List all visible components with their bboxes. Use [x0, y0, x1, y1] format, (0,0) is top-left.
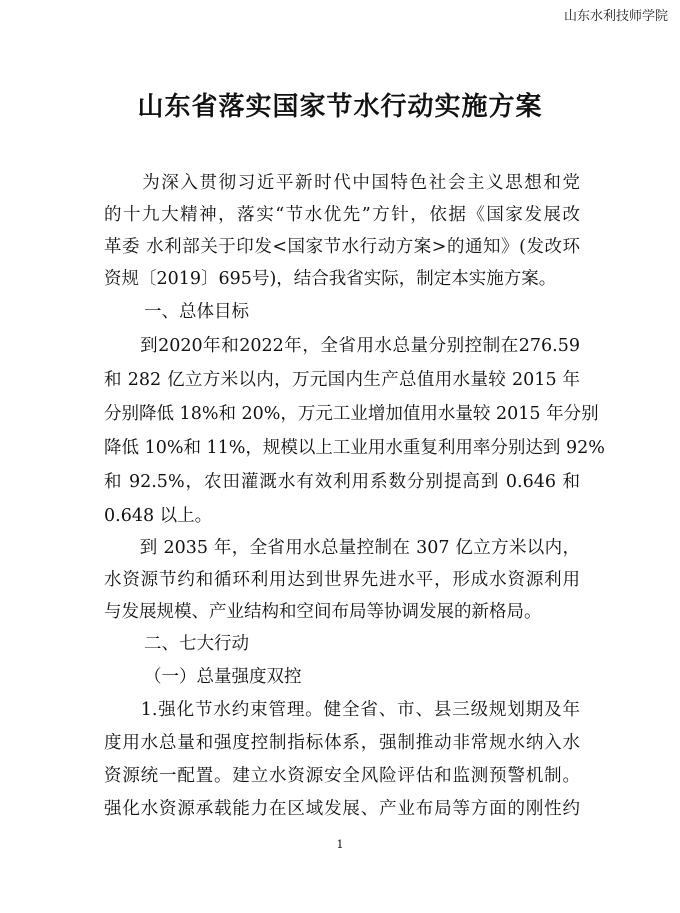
paragraph-line: 到2020年和2022年，全省用水总量分别控制在276.59 [104, 336, 580, 356]
paragraph-line: 1.强化节水约束管理。健全省、市、县三级规划期及年 [104, 700, 580, 720]
header-org-name: 山东水利技师学院 [563, 9, 668, 24]
paragraph-line: 度用水总量和强度控制指标体系，强制推动非常规水纳入水 [104, 733, 580, 753]
paragraph-line: 到 2035 年，全省用水总量控制在 307 亿立方米以内， [104, 538, 580, 558]
section-heading-goals: 一、总体目标 [144, 302, 249, 322]
paragraph-line: 0.648 以上。 [104, 506, 213, 526]
paragraph-line: 降低 10%和 11%，规模以上工业用水重复利用率分别达到 92% [104, 438, 605, 458]
paragraph-line: 革委 水利部关于印发<国家节水行动方案>的通知》(发改环 [104, 237, 580, 257]
paragraph-line: 水资源节约和循环利用达到世界先进水平，形成水资源利用 [104, 570, 580, 590]
section-heading-actions: 二、七大行动 [144, 634, 249, 654]
paragraph-line: 分别降低 18%和 20%，万元工业增加值用水量较 2015 年分别 [104, 404, 599, 424]
paragraph-line: 为深入贯彻习近平新时代中国特色社会主义思想和党 [104, 173, 580, 193]
page-number: 1 [336, 838, 344, 851]
paragraph-line: 资源统一配置。建立水资源安全风险评估和监测预警机制。 [104, 766, 580, 786]
document-title: 山东省落实国家节水行动实施方案 [137, 92, 543, 122]
paragraph-line: 的十九大精神，落实“节水优先”方针，依据《国家发展改 [104, 205, 580, 225]
subsection-heading: （一）总量强度双控 [144, 667, 302, 687]
paragraph-line: 资规〔2019〕695号)，结合我省实际，制定本实施方案。 [104, 269, 557, 289]
paragraph-line: 和 92.5%，农田灌溉水有效利用系数分别提高到 0.646 和 [104, 472, 580, 492]
paragraph-line: 与发展规模、产业结构和空间布局等协调发展的新格局。 [104, 602, 542, 622]
paragraph-line: 强化水资源承载能力在区域发展、产业布局等方面的刚性约 [104, 799, 580, 819]
paragraph-line: 和 282 亿立方米以内，万元国内生产总值用水量较 2015 年 [104, 370, 580, 390]
